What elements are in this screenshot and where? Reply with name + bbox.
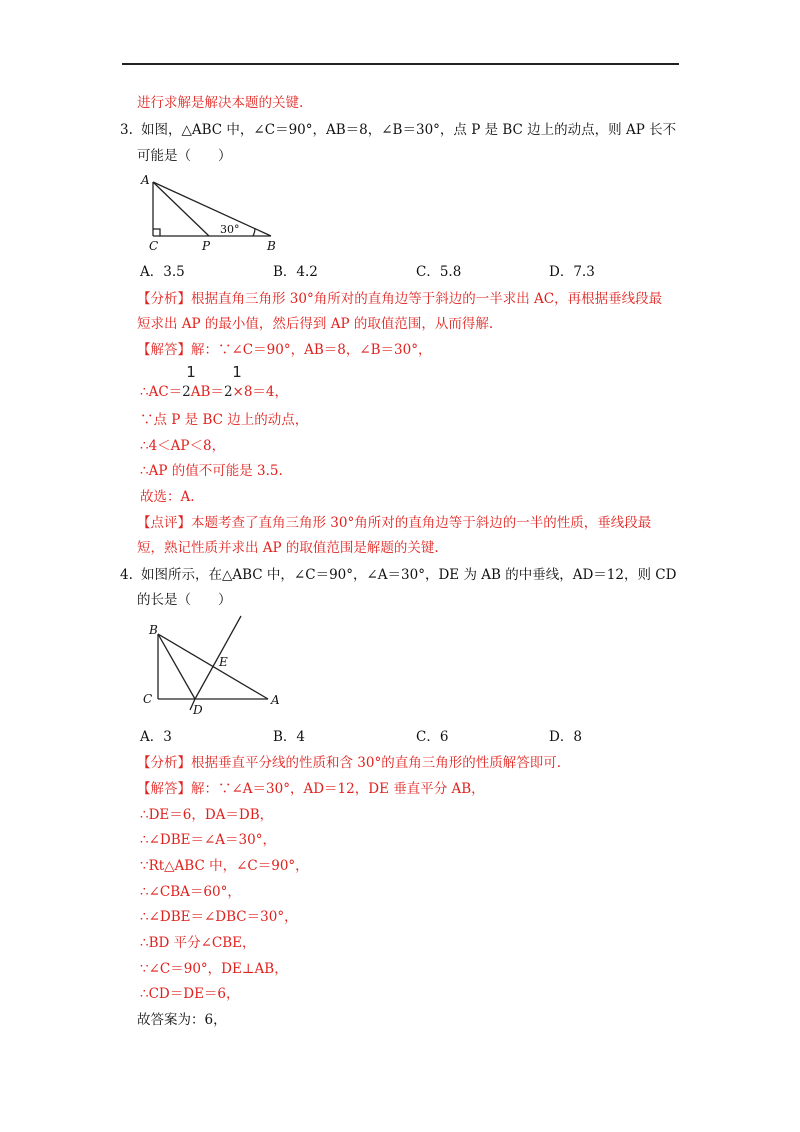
q3-choice: 故选：A. <box>140 489 195 505</box>
q3-option-c: C．5.8 <box>416 264 462 280</box>
q3-sol2-b: AB＝ <box>190 384 224 400</box>
q3-frac2-num: 1 <box>232 363 242 381</box>
q4-label-c: C <box>143 692 153 706</box>
q3-angle-arc <box>253 228 255 236</box>
q3-solution-line2 <box>140 382 288 402</box>
q3-right-angle-mark <box>153 229 160 236</box>
q4-option-a: A．3 <box>140 729 172 745</box>
q3-label-p: P <box>202 239 211 252</box>
q3-solution-line1: 【解答】解：∵∠C＝90°，AB＝8，∠B＝30°， <box>137 342 432 358</box>
q4-stem-line1: 如图所示，在△ABC 中，∠C＝90°，∠A＝30°，DE 为 AB 的中垂线，AD＝12，则 CD <box>141 567 677 583</box>
top-note: 进行求解是解决本题的关键. <box>137 95 304 111</box>
header-rule <box>122 63 679 65</box>
q4-solution-line8: ∵∠C＝90°，DE⊥AB， <box>140 961 288 977</box>
q4-answer: 故答案为：6， <box>137 1012 227 1028</box>
q3-comment-line1: 【点评】本题考查了直角三角形 30°角所对的直角边等于斜边的一半的性质，垂线段最 <box>137 515 652 531</box>
q4-solution-line5: ∴∠CBA＝60°， <box>140 884 241 900</box>
q4-solution-line7: ∴BD 平分∠CBE， <box>140 935 256 951</box>
q3-stem-line1: 如图，△ABC 中，∠C＝90°，AB＝8，∠B＝30°，点 P 是 BC 边上的动点，则 AP 长不 <box>141 122 677 138</box>
q3-solution-line4: ∴4＜AP＜8， <box>140 438 226 454</box>
q3-analysis-line2: 短求出 AP 的最小值，然后得到 AP 的取值范围，从而得解. <box>137 316 494 332</box>
q3-solution-line3: ∵点 P 是 BC 边上的动点， <box>140 412 309 428</box>
q3-frac2 <box>231 364 243 380</box>
q3-solution-line5: ∴AP 的值不可能是 3.5. <box>140 463 283 479</box>
q4-solution-line4: ∵Rt△ABC 中，∠C＝90°， <box>140 858 309 874</box>
q4-label-a: A <box>271 693 280 707</box>
q3-sol2-c: ×8＝4， <box>232 384 289 400</box>
q4-label-e: E <box>219 655 228 669</box>
q3-segment-ap <box>153 182 209 236</box>
q3-frac2-den: 2 <box>223 384 233 400</box>
q4-solution-line2: ∴DE＝6，DA＝DB， <box>140 807 274 823</box>
q3-frac1 <box>185 364 197 380</box>
q4-solution-line6: ∴∠DBE＝∠DBC＝30°， <box>140 909 298 925</box>
q3-analysis-line1: 【分析】根据直角三角形 30°角所对的直角边等于斜边的一半求出 AC，再根据垂线段最 <box>137 291 663 307</box>
q4-label-b: B <box>149 623 158 637</box>
q3-stem-line2: 可能是（ ） <box>137 148 232 164</box>
q3-figure <box>138 170 288 252</box>
q4-option-b: B．4 <box>273 729 306 745</box>
q4-solution-line1: 【解答】解：∵∠A＝30°，AD＝12，DE 垂直平分 AB， <box>137 781 485 797</box>
q3-label-c: C <box>149 239 159 252</box>
q3-number: 3. <box>120 122 133 138</box>
q3-comment-line2: 短，熟记性质并求出 AP 的取值范围是解题的关键. <box>137 540 439 556</box>
q3-frac1-num: 1 <box>186 363 196 381</box>
q3-option-a: A．3.5 <box>140 264 185 280</box>
q4-number: 4. <box>120 567 133 583</box>
q4-figure <box>138 612 288 722</box>
q4-line-de <box>195 616 241 699</box>
q3-label-angle: 30° <box>220 223 240 236</box>
q3-frac1-den: 2 <box>182 384 191 400</box>
q4-solution-line3: ∴∠DBE＝∠A＝30°， <box>140 832 276 848</box>
q4-option-d: D．8 <box>549 729 582 745</box>
q3-option-d: D．7.3 <box>549 264 595 280</box>
q3-label-a: A <box>141 173 150 187</box>
q4-label-d: D <box>193 703 203 717</box>
q3-sol2-a: ∴AC＝ <box>140 384 183 400</box>
q4-solution-line9: ∴CD＝DE＝6， <box>140 986 240 1002</box>
q3-option-b: B．4.2 <box>273 264 318 280</box>
q3-side-ab <box>153 182 271 236</box>
q4-option-c: C．6 <box>416 729 449 745</box>
q4-segment-bd <box>158 634 195 699</box>
q3-label-b: B <box>267 239 276 252</box>
q4-stem-line2: 的长是（ ） <box>137 592 232 608</box>
q4-analysis-line1: 【分析】根据垂直平分线的性质和含 30°的直角三角形的性质解答即可. <box>137 755 562 771</box>
